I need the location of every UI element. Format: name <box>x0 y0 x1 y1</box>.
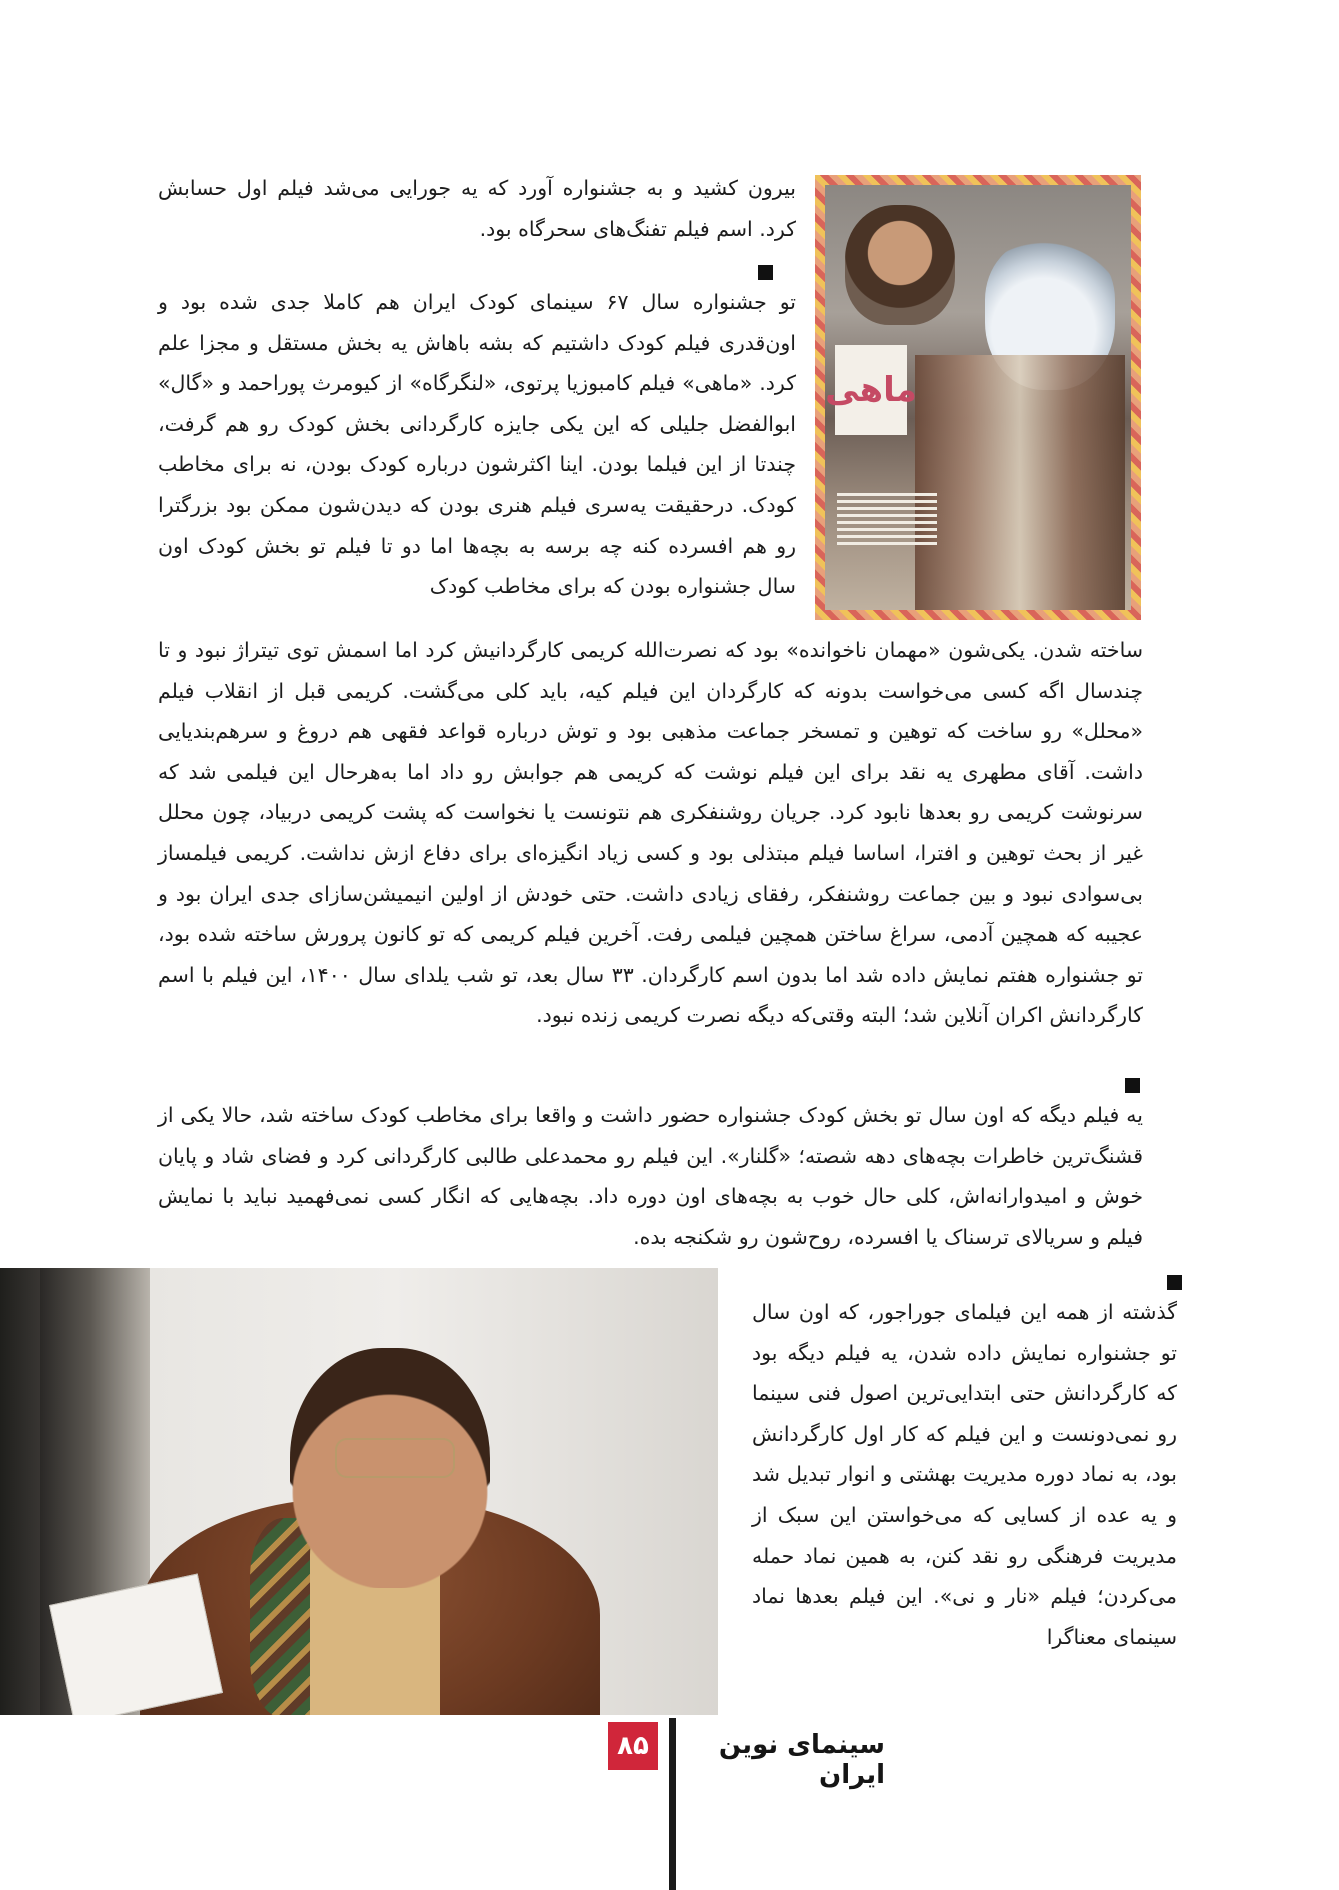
paragraph-2-top: تو جشنواره سال ۶۷ سینمای کودک ایران هم کاملا جدی شده بود و اون‌قدری فیلم کودک داشتیم که بشه باهاش یه بخش مستقل و مجزا علم کرد. «ماهی» فیلم کامبوزیا پرتوی، «لنگرگاه» از کیومرث پوراحمد و «گال» ابوالفضل جلیلی که این یکی جایزه کارگردانی بخش کودک رو هم گرفت، چندتا از این فیلما بودن. اینا اکثرشون درباره کودک بودن، نه برای مخاطب کودک. درحقیقت یه‌سری فیلم هنری بودن که دیدن‌شون ممکن بود بزرگترا رو هم افسرده کنه چه برسه به بچه‌ها اما دو تا فیلم تو بخش کودک اون سال جشنواره بودن که برای مخاطب کودک <box>158 290 796 599</box>
paragraph-4: گذشته از همه این فیلمای جوراجور، که اون سال تو جشنواره نمایش داده شدن، یه فیلم دیگه بود که کارگردانش حتی ابتدایی‌ترین اصول فنی سینما رو نمی‌دونست و این فیلم که کار اول کارگردانش بود، به نماد دوره مدیریت بهشتی و انوار تبدیل شد و یه عده از کسایی که می‌خواستن این سبک از مدیریت فرهنگی رو نقد کنن، به همین نماد حمله می‌کردن؛ فیلم «نار و نی». این فیلم بعدها نماد سینمای معناگرا <box>752 1300 1177 1649</box>
photo-glasses <box>335 1438 455 1478</box>
paragraph-3: یه فیلم دیگه که اون سال تو بخش کودک جشنواره حضور داشت و واقعا برای مخاطب کودک ساخته شد، حالا یکی از قشنگ‌ترین خاطرات بچه‌های دهه شصته؛ «گلنار». این فیلم رو محمدعلی طالبی کارگردانی کرد و فضای شاد و پایان خوش و امیدوارانه‌اش، کلی حال خوب به بچه‌های اون دوره داد. بچه‌هایی که انگار کسی نمی‌فهمید نباید با نمایش فیلم و سریالای ترسناک یا افسرده، روح‌شون رو شکنجه بده. <box>158 1103 1143 1249</box>
footer-divider <box>669 1718 676 1890</box>
magazine-title: سینمای نوین ایران <box>718 1730 885 1790</box>
page-number: ۸۵ <box>608 1722 658 1770</box>
poster-boy-figure <box>845 205 955 325</box>
poster-title: ماهی <box>825 370 917 410</box>
paragraph-bullet-1 <box>758 265 773 280</box>
paragraph-1: بیرون کشید و به جشنواره آورد که یه جورایی می‌شد فیلم اول حسابش کرد. اسم فیلم تفنگ‌های سحرگاه بود. <box>158 176 796 241</box>
film-still-photo <box>0 1268 718 1715</box>
paragraph-2-bottom: ساخته شدن. یکی‌شون «مهمان ناخوانده» بود که نصرت‌الله کریمی کارگردانیش کرد اما اسمش توی تیتراژ نبود و تا چندسال اگه کسی می‌خواست بدونه که کارگردان این فیلم کیه، باید کلی می‌گشت. کریمی قبل از انقلاب فیلم «محلل» رو ساخت که توهین و تمسخر جماعت مذهبی بود و توش درباره قواعد فقهی هم دروغ و سرهم‌بندیایی داشت. آقای مطهری یه نقد برای این فیلم نوشت که کریمی هم جوابش رو داد اما به‌هرحال این فیلمی شد که سرنوشت کریمی رو بعدها نابود کرد. جریان روشنفکری هم نتونست یا نخواست که پشت کریمی دربیاد، چون محلل غیر از بحث توهین و افترا، اساسا فیلم مبتذلی بود و کسی زیاد انگیزه‌ای برای دفاع ازش نداشت. کریمی فیلمساز بی‌سوادی نبود و بین جماعت روشنفکر، رفقای زیادی داشت. حتی خودش از اولین انیمیشن‌سازای جدی ایران بود و عجیبه که همچین آدمی، سراغ ساختن همچین فیلمی رفت. آخرین فیلم کریمی که تو کانون پرورش ساخته شده بود، تو جشنواره هفتم نمایش داده شد اما بدون اسم کارگردان. ۳۳ سال بعد، تو شب یلدای سال ۱۴۰۰، این فیلم با اسم کارگردانش اکران آنلاین شد؛ البته وقتی‌که دیگه نصرت کریمی زنده نبود. <box>158 638 1144 1028</box>
poster-credits <box>837 493 937 583</box>
poster-title-box <box>825 345 917 435</box>
poster-alley-scene <box>915 355 1125 610</box>
poster-artwork <box>825 185 1131 610</box>
paragraph-bullet-3 <box>1167 1275 1182 1290</box>
paragraph-bullet-2 <box>1125 1078 1140 1093</box>
film-poster-mahi <box>815 175 1141 620</box>
